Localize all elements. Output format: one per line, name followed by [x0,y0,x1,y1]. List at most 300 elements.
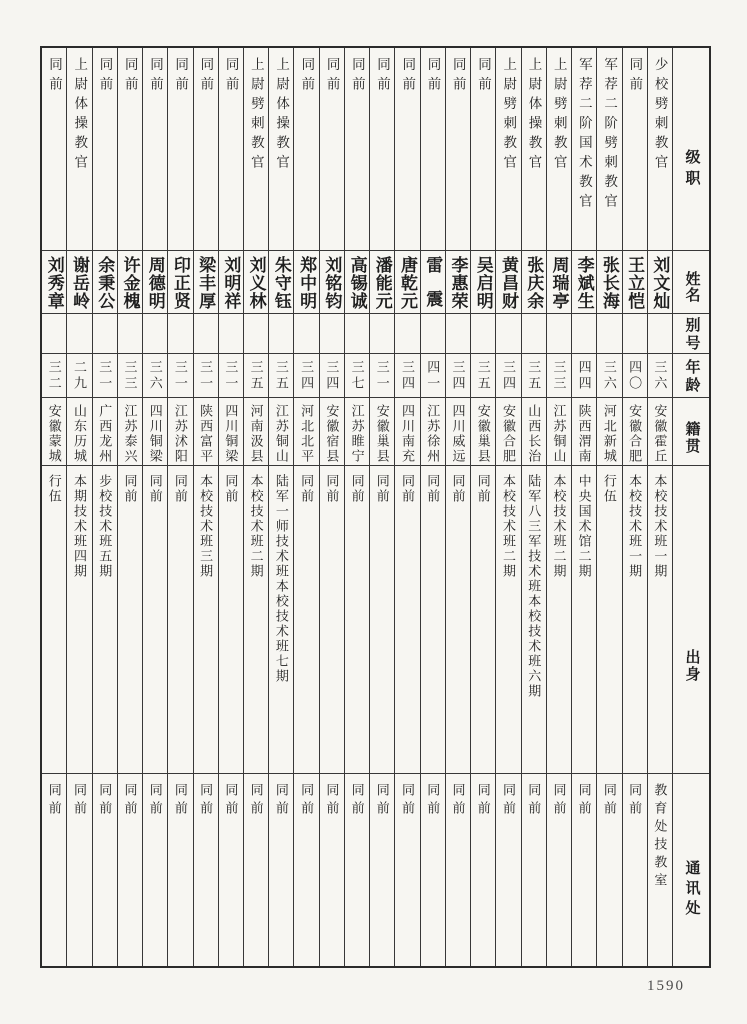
contact-cell [219,774,243,966]
contact-cell [168,774,192,966]
contact-cell [93,774,117,966]
age-value: 三三 [551,359,567,392]
contact-value: 同前 [97,783,113,819]
age-cell [345,354,369,398]
age-cell [244,354,268,398]
rank-value: 同前 [223,57,239,96]
origin-cell [345,466,369,774]
native-place-value: 河北北平 [299,404,315,464]
native-place-value: 安徽巢县 [374,404,390,464]
origin-cell [446,466,470,774]
native-place-cell [42,398,66,466]
rank-cell [446,48,470,251]
contact-cell [522,774,546,966]
origin-value: 同前 [147,474,163,504]
native-place-value: 四川南充 [400,404,416,464]
person-name: 谢岳岭 [69,256,89,310]
person-column [218,48,243,966]
native-place-value: 安徽霍丘 [652,404,668,464]
person-name: 吴启明 [473,256,493,310]
origin-value: 同前 [172,474,188,504]
age-value: 三一 [172,359,188,392]
name-cell [446,251,470,314]
rank-value: 同前 [627,57,643,96]
name-cell [320,251,344,314]
person-column [42,48,66,966]
contact-cell [194,774,218,966]
person-name: 李惠荣 [448,256,468,310]
person-name: 朱守钰 [271,256,291,310]
origin-value: 本校技术班二期 [500,474,516,579]
header-cell-name [673,251,709,314]
age-value: 三四 [299,359,315,392]
age-cell [471,354,495,398]
origin-cell [269,466,293,774]
origin-value: 本校技术班一期 [627,474,643,579]
alias-cell [345,314,369,354]
native-place-cell [294,398,318,466]
rank-cell [168,48,192,251]
rank-value: 同前 [173,57,189,96]
rank-value: 同前 [299,57,315,96]
header-cell-contact [673,774,709,966]
name-cell [522,251,546,314]
native-place-value: 安徽蒙城 [46,404,62,464]
origin-value: 陆军一师技术班本校技术班七期 [273,474,289,684]
native-place-value: 江苏沭阳 [172,404,188,464]
native-place-cell [522,398,546,466]
origin-cell [421,466,445,774]
header-cell-origin [673,466,709,774]
age-cell [648,354,672,398]
name-cell [623,251,647,314]
native-place-value: 陕西富平 [198,404,214,464]
rank-cell [597,48,621,251]
contact-cell [572,774,596,966]
person-column [445,48,470,966]
rank-cell [320,48,344,251]
rank-value: 军荐二阶劈刺教官 [602,57,618,213]
age-cell [219,354,243,398]
name-cell [219,251,243,314]
alias-cell [93,314,117,354]
age-cell [572,354,596,398]
age-cell [522,354,546,398]
origin-value: 中央国术馆二期 [576,474,592,579]
origin-value: 行伍 [601,474,617,504]
age-value: 三一 [198,359,214,392]
name-cell [597,251,621,314]
contact-value: 同前 [324,783,340,819]
rank-cell [370,48,394,251]
origin-value: 同前 [374,474,390,504]
origin-cell [572,466,596,774]
rank-value: 同前 [475,57,491,96]
rank-cell [118,48,142,251]
origin-value: 步校技术班五期 [97,474,113,579]
person-column [117,48,142,966]
native-place-cell [194,398,218,466]
name-cell [118,251,142,314]
age-value: 三一 [223,359,239,392]
age-value: 三二 [46,359,62,392]
alias-cell [244,314,268,354]
header-label-contact: 通讯处 [683,860,700,920]
person-column [142,48,167,966]
age-value: 三五 [273,359,289,392]
origin-value: 本期技术班四期 [71,474,87,579]
native-place-value: 安徽巢县 [475,404,491,464]
header-cell-age [673,354,709,398]
header-cell-native-place [673,398,709,466]
rank-value: 同前 [147,57,163,96]
age-cell [42,354,66,398]
native-place-value: 江苏睢宁 [349,404,365,464]
age-cell [496,354,520,398]
native-place-cell [623,398,647,466]
person-column [293,48,318,966]
origin-value: 同前 [223,474,239,504]
rank-value: 军荐二阶国术教官 [576,57,592,213]
name-cell [42,251,66,314]
rank-value: 少校劈刺教官 [652,57,668,174]
rank-cell [623,48,647,251]
contact-value: 同前 [400,783,416,819]
native-place-cell [395,398,419,466]
contact-value: 同前 [500,783,516,819]
person-column [319,48,344,966]
alias-cell [294,314,318,354]
contact-cell [244,774,268,966]
name-cell [648,251,672,314]
rank-value: 同前 [198,57,214,96]
rank-value: 同前 [47,57,62,96]
contact-cell [623,774,647,966]
rank-cell [572,48,596,251]
alias-cell [269,314,293,354]
native-place-value: 安徽合肥 [500,404,516,464]
native-place-cell [345,398,369,466]
contact-value: 同前 [349,783,365,819]
rank-value: 上尉劈刺教官 [551,57,567,174]
name-cell [572,251,596,314]
origin-cell [496,466,520,774]
person-column [420,48,445,966]
native-place-value: 安徽宿县 [324,404,340,464]
person-name: 王立恺 [625,256,645,310]
age-value: 三六 [601,359,617,392]
age-value: 三三 [122,359,138,392]
person-name: 周德明 [145,256,165,310]
origin-cell [93,466,117,774]
person-column [268,48,293,966]
native-place-cell [320,398,344,466]
rank-cell [395,48,419,251]
header-label-native-place: 籍贯 [683,420,700,455]
rank-value: 上尉劈刺教官 [248,57,264,174]
contact-value: 同前 [147,783,163,819]
age-cell [320,354,344,398]
contact-value: 同前 [551,783,567,819]
rank-cell [143,48,167,251]
contact-value: 教育处技教室 [652,783,668,891]
alias-cell [547,314,571,354]
alias-cell [648,314,672,354]
person-column [193,48,218,966]
origin-cell [623,466,647,774]
origin-value: 同前 [400,474,416,504]
rank-cell [421,48,445,251]
alias-cell [446,314,470,354]
origin-cell [320,466,344,774]
native-place-value: 四川铜梁 [223,404,239,464]
age-value: 三五 [526,359,542,392]
age-value: 四〇 [627,359,643,392]
age-value: 三五 [248,359,264,392]
contact-value: 同前 [122,783,138,819]
header-label-name: 姓名 [683,271,700,303]
person-name: 许金槐 [120,256,140,310]
contact-cell [320,774,344,966]
person-name: 周瑞亭 [549,256,569,310]
name-cell [67,251,91,314]
contact-cell [421,774,445,966]
contact-cell [395,774,419,966]
person-column [596,48,621,966]
rank-value: 同前 [375,57,391,96]
name-cell [421,251,445,314]
native-place-cell [67,398,91,466]
rank-value: 上尉体操教官 [274,57,290,174]
rank-cell [547,48,571,251]
native-place-value: 山西长治 [526,404,542,464]
header-label-age: 年龄 [683,359,700,395]
name-cell [294,251,318,314]
origin-cell [194,466,218,774]
alias-cell [194,314,218,354]
origin-cell [42,466,66,774]
alias-cell [572,314,596,354]
name-cell [143,251,167,314]
origin-value: 陆军八三军技术班本校技术班六期 [526,474,542,699]
rank-value: 同前 [97,57,113,96]
native-place-value: 河北新城 [601,404,617,464]
age-value: 三六 [147,359,163,392]
alias-cell [320,314,344,354]
native-place-value: 江苏铜山 [551,404,567,464]
rank-value: 上尉体操教官 [72,57,88,174]
native-place-cell [118,398,142,466]
native-place-value: 四川威远 [450,404,466,464]
person-column [66,48,91,966]
rank-cell [294,48,318,251]
native-place-value: 广西龙州 [97,404,113,464]
origin-cell [547,466,571,774]
rank-cell [219,48,243,251]
contact-value: 同前 [576,783,592,819]
native-place-value: 江苏铜山 [273,404,289,464]
contact-cell [597,774,621,966]
contact-value: 同前 [46,783,62,819]
age-cell [294,354,318,398]
person-name: 刘明祥 [221,256,241,310]
origin-value: 行伍 [46,474,62,504]
person-column [647,48,672,966]
alias-cell [471,314,495,354]
origin-cell [143,466,167,774]
native-place-value: 安徽合肥 [627,404,643,464]
rank-cell [67,48,91,251]
name-cell [547,251,571,314]
age-cell [168,354,192,398]
contact-value: 同前 [273,783,289,819]
origin-cell [648,466,672,774]
person-column [92,48,117,966]
age-value: 三六 [652,359,668,392]
contact-cell [294,774,318,966]
contact-cell [42,774,66,966]
origin-cell [118,466,142,774]
contact-value: 同前 [526,783,542,819]
origin-value: 本校技术班二期 [248,474,264,579]
origin-cell [67,466,91,774]
alias-cell [143,314,167,354]
age-cell [118,354,142,398]
native-place-value: 江苏泰兴 [122,404,138,464]
contact-value: 同前 [198,783,214,819]
native-place-value: 陕西渭南 [576,404,592,464]
person-name: 郑中明 [297,256,317,310]
person-name: 张长海 [599,256,619,310]
person-name: 梁丰厚 [196,256,216,310]
native-place-cell [93,398,117,466]
rank-value: 上尉体操教官 [526,57,542,174]
personnel-roster-table [40,46,711,968]
rank-cell [244,48,268,251]
alias-cell [597,314,621,354]
person-name: 刘铭钧 [322,256,342,310]
origin-value: 同前 [122,474,138,504]
contact-value: 同前 [601,783,617,819]
alias-cell [395,314,419,354]
person-column [622,48,647,966]
contact-cell [446,774,470,966]
age-value: 三四 [450,359,466,392]
origin-value: 同前 [349,474,365,504]
age-value: 三四 [400,359,416,392]
age-cell [547,354,571,398]
person-column [546,48,571,966]
origin-cell [597,466,621,774]
person-column [521,48,546,966]
native-place-cell [648,398,672,466]
native-place-cell [421,398,445,466]
page-number: 1590 [647,978,685,994]
alias-cell [219,314,243,354]
person-name: 张庆余 [524,256,544,310]
native-place-value: 河南汲县 [248,404,264,464]
native-place-cell [496,398,520,466]
origin-cell [395,466,419,774]
alias-cell [496,314,520,354]
alias-cell [67,314,91,354]
origin-cell [219,466,243,774]
name-cell [395,251,419,314]
origin-value: 同前 [475,474,491,504]
person-column [369,48,394,966]
age-cell [421,354,445,398]
native-place-value: 四川铜梁 [147,404,163,464]
contact-value: 同前 [223,783,239,819]
contact-value: 同前 [475,783,491,819]
name-cell [168,251,192,314]
rank-cell [471,48,495,251]
contact-cell [118,774,142,966]
origin-cell [522,466,546,774]
contact-cell [345,774,369,966]
contact-cell [648,774,672,966]
person-column [344,48,369,966]
age-cell [93,354,117,398]
origin-cell [471,466,495,774]
origin-cell [244,466,268,774]
contact-value: 同前 [425,783,441,819]
person-column [495,48,520,966]
person-name: 雷震 [423,256,443,308]
name-cell [269,251,293,314]
person-name: 李斌生 [574,256,594,310]
alias-cell [42,314,66,354]
person-name: 刘文灿 [650,256,670,310]
contact-cell [143,774,167,966]
person-name: 刘义林 [246,256,266,310]
person-column [167,48,192,966]
contact-value: 同前 [374,783,390,819]
alias-cell [522,314,546,354]
origin-value: 同前 [450,474,466,504]
age-value: 三一 [374,359,390,392]
rank-value: 同前 [450,57,466,96]
contact-value: 同前 [248,783,264,819]
contact-cell [269,774,293,966]
native-place-cell [370,398,394,466]
contact-value: 同前 [172,783,188,819]
header-label-rank: 级职 [683,149,700,191]
age-value: 三七 [349,359,365,392]
rank-value: 同前 [324,57,340,96]
rank-value: 同前 [400,57,416,96]
alias-cell [370,314,394,354]
name-cell [496,251,520,314]
alias-cell [118,314,142,354]
alias-cell [623,314,647,354]
age-value: 三四 [324,359,340,392]
person-name: 印正贤 [170,256,190,310]
native-place-cell [143,398,167,466]
rank-cell [345,48,369,251]
native-place-cell [547,398,571,466]
rank-value: 同前 [425,57,441,96]
age-value: 四四 [576,359,592,392]
native-place-value: 山东历城 [71,404,87,464]
header-column [672,48,709,966]
contact-cell [471,774,495,966]
header-cell-alias [673,314,709,354]
native-place-cell [168,398,192,466]
age-cell [597,354,621,398]
rank-cell [42,48,66,251]
person-name: 潘能元 [372,256,392,310]
